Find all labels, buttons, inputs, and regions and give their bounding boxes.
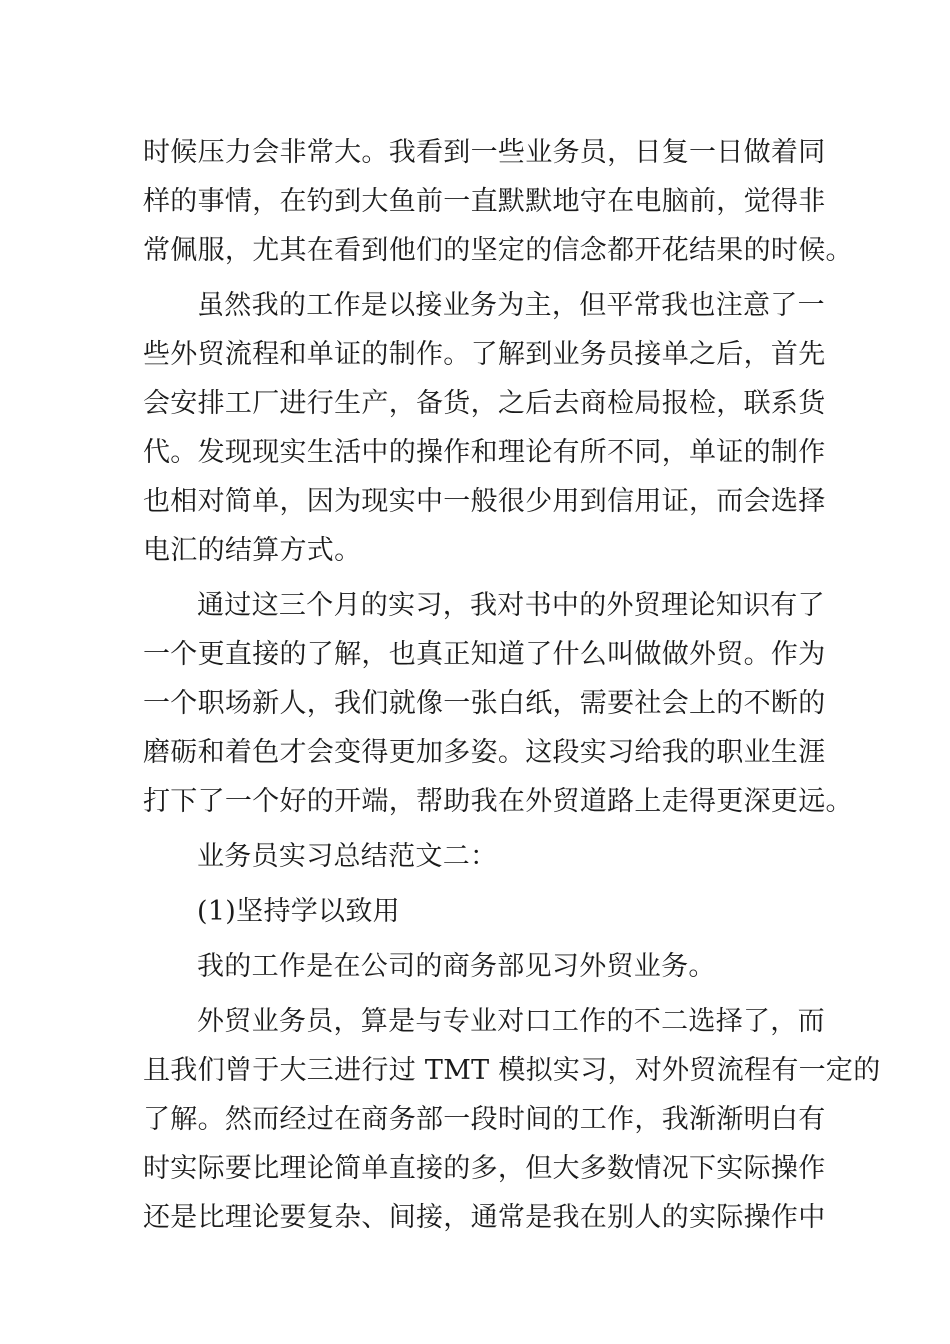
text-line: 常佩服，尤其在看到他们的坚定的信念都开花结果的时候。 [143, 235, 853, 266]
paragraph [143, 887, 809, 936]
paragraph [143, 832, 809, 881]
text-line: (1)坚持学以致用 [197, 896, 400, 927]
document-body [143, 128, 881, 1248]
text-line: 电汇的结算方式。 [143, 535, 362, 566]
text-line: 也相对简单，因为现实中一般很少用到信用证，而会选择 [143, 486, 826, 517]
text-line: 业务员实习总结范文二： [197, 841, 498, 872]
text-line: 会安排工厂进行生产，备货，之后去商检局报检，联系货 [143, 388, 826, 419]
text-line: 打下了一个好的开端，帮助我在外贸道路上走得更深更远。 [143, 786, 853, 817]
text-line: 虽然我的工作是以接业务为主，但平常我也注意了一 [197, 290, 825, 321]
paragraph [143, 128, 853, 275]
text-line: 时实际要比理论简单直接的多，但大多数情况下实际操作 [143, 1153, 826, 1184]
text-line: 还是比理论要复杂、间接，通常是我在别人的实际操作中 [143, 1202, 826, 1233]
paragraph [143, 942, 809, 991]
text-line: 磨砺和着色才会变得更加多姿。这段实习给我的职业生涯 [143, 737, 826, 768]
text-line: 代。发现现实生活中的操作和理论有所不同，单证的制作 [143, 437, 826, 468]
paragraph [143, 997, 881, 1242]
text-line: 且我们曾于大三进行过 TMT 模拟实习，对外贸流程有一定的 [143, 1055, 881, 1086]
text-line: 一个更直接的了解，也真正知道了什么叫做做外贸。作为 [143, 639, 826, 670]
text-line: 些外贸流程和单证的制作。了解到业务员接单之后，首先 [143, 339, 826, 370]
text-line: 通过这三个月的实习，我对书中的外贸理论知识有了 [197, 590, 825, 621]
text-line: 一个职场新人，我们就像一张白纸，需要社会上的不断的 [143, 688, 826, 719]
text-line: 我的工作是在公司的商务部见习外贸业务。 [197, 951, 716, 982]
paragraph [143, 281, 826, 575]
text-line: 时候压力会非常大。我看到一些业务员，日复一日做着同 [143, 137, 826, 168]
paragraph [143, 581, 853, 826]
text-line: 外贸业务员，算是与专业对口工作的不二选择了，而 [197, 1006, 825, 1037]
text-line: 了解。然而经过在商务部一段时间的工作，我渐渐明白有 [143, 1104, 826, 1135]
text-line: 样的事情，在钓到大鱼前一直默默地守在电脑前，觉得非 [143, 186, 826, 217]
